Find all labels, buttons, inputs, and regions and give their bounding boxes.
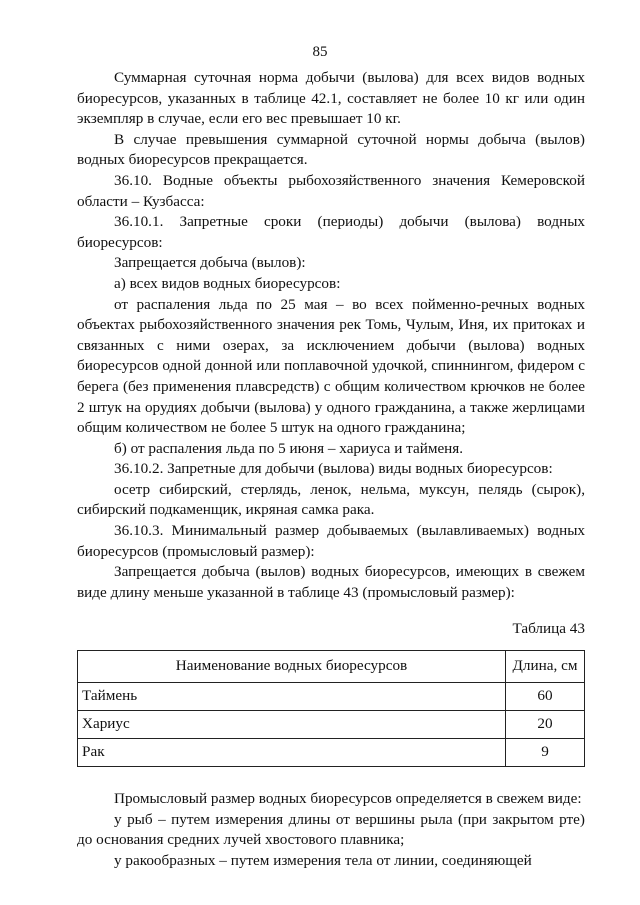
list-item: а) всех видов водных биоресурсов: xyxy=(114,274,341,292)
column-header-name: Наименование водных биоресурсов xyxy=(78,651,506,683)
paragraph: В случае превышения суммарной суточной нормы добыча (вылов) водных биоресурсов прекращается. xyxy=(77,130,585,169)
table-row xyxy=(78,683,585,711)
paragraph: Суммарная суточная норма добычи (вылова) для всех видов водных биоресурсов, указанных в таблице 42.1, составляет не более 10 кг или один экземпляр в случае, если его вес превышает 10 кг. xyxy=(77,69,585,128)
subsection-heading: 36.10.2. Запретные для добычи (вылова) виды водных биоресурсов: xyxy=(114,460,553,478)
size-table xyxy=(77,650,585,767)
length-cell: 60 xyxy=(506,683,585,711)
length-cell: 20 xyxy=(506,711,585,739)
paragraph: у ракообразных – путем измерения тела от линии, соединяющей xyxy=(114,851,532,869)
paragraph: осетр сибирский, стерлядь, ленок, нельма, муксун, пелядь (сырок), сибирский подкаменщик, икряная самка рака. xyxy=(77,480,585,519)
length-cell: 9 xyxy=(506,739,585,767)
table-header-row xyxy=(78,651,585,683)
document-body xyxy=(77,68,585,871)
section-heading: 36.10. Водные объекты рыбохозяйственного значения Кемеровской области – Кузбасса: xyxy=(77,171,585,210)
page-number: 85 xyxy=(312,44,328,60)
table-caption: Таблица 43 xyxy=(512,620,585,638)
table-row xyxy=(78,739,585,767)
species-cell: Хариус xyxy=(78,711,506,739)
column-header-length: Длина, см xyxy=(506,651,585,683)
subsection-heading: 36.10.3. Минимальный размер добываемых (вылавливаемых) водных биоресурсов (промысловый размер): xyxy=(77,522,585,560)
list-item: б) от распаления льда по 5 июня – хариуса и тайменя. xyxy=(114,439,464,457)
subsection-heading: 36.10.1. Запретные сроки (периоды) добычи (вылова) водных биоресурсов: xyxy=(77,213,585,251)
paragraph: Промысловый размер водных биоресурсов определяется в свежем виде: xyxy=(114,790,582,808)
species-cell: Рак xyxy=(78,739,506,767)
paragraph: от распаления льда по 25 мая – во всех пойменно-речных водных объектах рыбохозяйственного значения рек Томь, Чулым, Иня, их притоках и связанных с ними озерах, за исключением добычи (вылова) водных биоресурсов одной донной или поплавочной удочкой, спиннингом, фидером с берега (без применения плавсредств) с общим количеством крючков не более 2 штук на орудиях добычи (вылова) у одного гражданина, а также жерлицами общим количеством не более 5 штук на одного гражданина; xyxy=(77,295,585,437)
paragraph: Запрещается добыча (вылов): xyxy=(114,254,306,272)
paragraph: у рыб – путем измерения длины от вершины рыла (при закрытом рте) до основания средних лучей хвостового плавника; xyxy=(77,810,585,849)
species-cell: Таймень xyxy=(78,683,506,711)
table-row xyxy=(78,711,585,739)
paragraph: Запрещается добыча (вылов) водных биоресурсов, имеющих в свежем виде длину меньше указанной в таблице 43 (промысловый размер): xyxy=(77,563,585,601)
after-table-section xyxy=(77,789,585,871)
